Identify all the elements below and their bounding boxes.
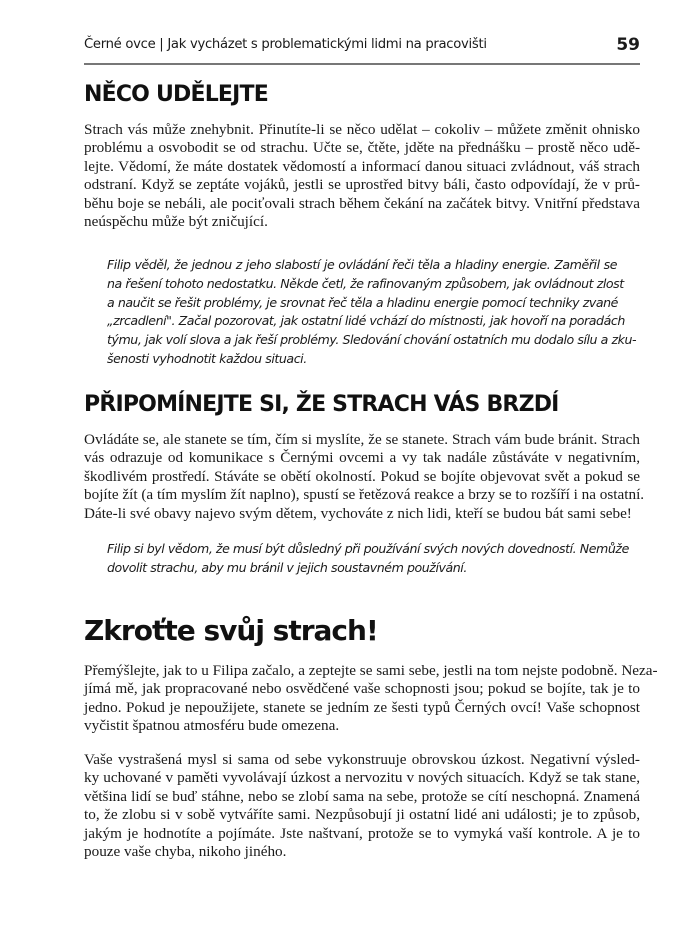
text-line: jakým je hodnotíte a pojímáte. Jste naštvaní, protože se to vymyká vaší kontrole. A je to xyxy=(84,824,640,842)
text-line: Filip věděl, že jednou z jeho slabostí je ovládání řeči těla a hladiny energie. Zaměřil se xyxy=(107,257,617,272)
body-paragraph xyxy=(84,662,658,736)
text-line: „zrcadlení". Začal pozorovat, jak ostatní lidé vchází do místnosti, jak hovoří na poradách xyxy=(107,313,625,329)
text-line: dovolit strachu, aby mu bránil v jejich soustavném používání. xyxy=(107,559,467,575)
body-paragraph xyxy=(84,431,645,523)
running-header: Černé ovce | Jak vycházet s problematickými lidmi na pracovišti xyxy=(84,37,487,52)
text-line: lejte. Vědomí, že máte dostatek vědomostí a informací danou situaci zvládnout, váš strach xyxy=(84,157,640,175)
text-line: problému a osvobodit se od strachu. Učte se, čtěte, jděte na přednášku – prostě něco udě- xyxy=(84,139,640,157)
header-rule xyxy=(84,63,640,65)
text-line: týmu, jak volí slova a jak řeší problémy. Sledování chování ostatních mu dodalo sílu a zku- xyxy=(107,332,637,348)
text-line: Dáte-li své obavy najevo svým dětem, vychováte z nich lidi, kteří se budou bát sami sebe! xyxy=(84,504,632,522)
body-paragraph xyxy=(84,751,640,861)
heading-pripominejte: PŘIPOMÍNEJTE SI, ŽE STRACH VÁS BRZDÍ xyxy=(84,392,559,417)
text-line: to, že zlobu si v sobě vytváříte sami. Nezpůsobují ji ostatní lidé ani události; je to způsob, xyxy=(84,806,640,824)
text-line: jedno. Pokud je nepoužijete, stanete se jedním ze šesti typů Černých ovcí! Vaše schopnost xyxy=(84,698,640,716)
page-number: 59 xyxy=(616,35,640,55)
heading-neco-udelejte: NĚCO UDĚLEJTE xyxy=(84,82,268,107)
text-line: ky uchované v paměti vyvolávají úzkost a nervozitu v nových situacích. Když se tak stane, xyxy=(84,769,640,787)
text-line: běhu boje se nebáli, ale pociťovali strach během čekání na začátek bitvy. Vnitřní představa xyxy=(84,194,640,212)
text-line: Ovládáte se, ale stanete se tím, čím si myslíte, že se stanete. Strach vám bude bránit. Strach xyxy=(84,431,640,448)
text-line: Přemýšlejte, jak to u Filipa začalo, a zeptejte se sami sebe, jestli na tom nejste podobně. Neza- xyxy=(84,662,658,679)
text-line: většina lidí se buď stáhne, nebo se zlobí sama na sebe, protože se cítí neschopná. Znamená xyxy=(84,787,640,805)
example-quote xyxy=(107,256,637,369)
text-line: vás odrazuje od komunikace s Černými ovcemi a vy tak nadále zůstáváte v negativním, xyxy=(84,449,640,467)
section-title-zkrotte: Zkroťte svůj strach! xyxy=(84,614,378,647)
text-line: neúspěchu může být zničující. xyxy=(84,213,268,231)
text-line: Filip si byl vědom, že musí být důsledný při používání svých nových dovedností. Nemůže xyxy=(107,541,629,556)
text-line: jímá mě, jak propracované nebo osvědčené vaše schopnosti jsou; pokud se bojíte, tak je to xyxy=(84,680,640,698)
text-line: pouze vaše chyba, nikoho jiného. xyxy=(84,843,287,861)
text-line: odstraní. Když se zeptáte vojáků, jestli se uprostřed bitvy báli, často odpovídají, že v prů- xyxy=(84,176,640,194)
text-line: vyčistit špatnou atmosféru bude omezena. xyxy=(84,717,340,735)
body-paragraph xyxy=(84,121,640,231)
text-line: Vaše vystrašená mysl si sama od sebe vykonstruuje obrovskou úzkost. Negativní výsled- xyxy=(84,751,640,768)
text-line: a naučit se řešit problémy, je srovnat řeč těla a hladinu energie pomocí techniky zvané xyxy=(107,294,618,310)
text-line: škodlivém prostředí. Stáváte se obětí okolností. Pokud se bojíte objevovat svět a pokud se xyxy=(84,467,640,485)
example-quote xyxy=(107,540,629,578)
text-line: bojíte žít (a tím myslím žít naplno), spustí se řetězová reakce a brzy se to rozšíří i na ostatní. xyxy=(84,486,645,504)
text-line: na řešení tohoto nedostatku. Někde četl, že rafinovaným způsobem, jak ovládnout zlost xyxy=(107,275,624,291)
text-line: šenosti vyhodnotit každou situaci. xyxy=(107,350,307,366)
text-line: Strach vás může znehybnit. Přinutíte-li se něco udělat – cokoliv – můžete změnit ohnisko xyxy=(84,121,640,138)
